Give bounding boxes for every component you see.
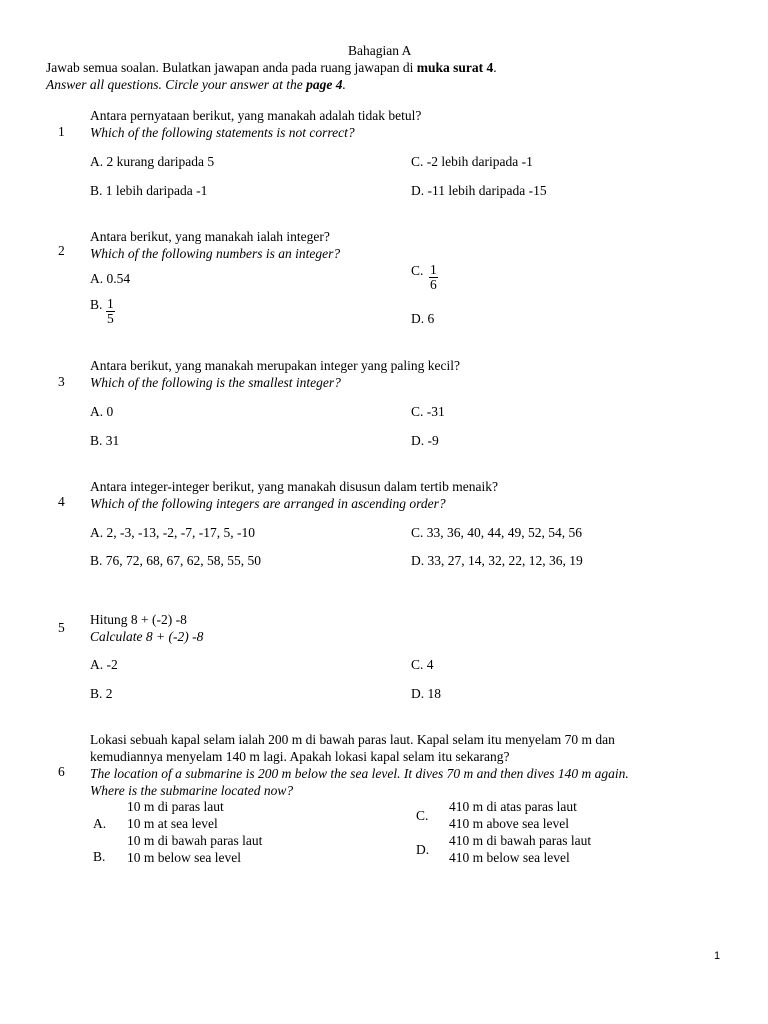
fraction-denominator: 5 (107, 311, 114, 327)
option-c-text-ms[interactable]: 410 m di atas paras laut (449, 799, 577, 814)
option-a[interactable]: A. 0.54 (90, 271, 131, 286)
option-a[interactable]: A. -2 (90, 657, 118, 672)
question-text-en: Which of the following statements is not correct? (90, 125, 355, 140)
option-b-text-en[interactable]: 10 m below sea level (127, 850, 241, 865)
option-c[interactable]: C. 4 (411, 657, 434, 672)
fraction-numerator: 1 (107, 296, 114, 311)
question-number: 3 (58, 374, 65, 389)
page-number: 1 (714, 950, 721, 962)
option-b[interactable]: B. 1 lebih daripada -1 (90, 183, 208, 198)
question-text-ms: Antara pernyataan berikut, yang manakah adalah tidak betul? (90, 108, 422, 123)
option-d[interactable]: D. -9 (411, 433, 439, 448)
instructions-ms: Jawab semua soalan. Bulatkan jawapan anda pada ruang jawapan di muka surat 4. (46, 60, 497, 75)
section-title: Bahagian A (348, 43, 412, 58)
option-c[interactable]: C. -2 lebih daripada -1 (411, 154, 533, 169)
option-a-label[interactable]: A. (93, 816, 107, 831)
option-d[interactable]: D. 6 (411, 311, 435, 326)
option-d[interactable]: D. 18 (411, 686, 441, 701)
option-c-text-en[interactable]: 410 m above sea level (449, 816, 569, 831)
option-d[interactable]: D. 33, 27, 14, 32, 22, 12, 36, 19 (411, 553, 583, 568)
question-text-en: Which of the following numbers is an integer? (90, 246, 341, 261)
option-d-text-en[interactable]: 410 m below sea level (449, 850, 570, 865)
option-c-fraction[interactable] (429, 263, 438, 292)
question-text-ms-line1: Lokasi sebuah kapal selam ialah 200 m di bawah paras laut. Kapal selam itu menyelam 70 m dan (90, 732, 615, 747)
option-c[interactable]: C. 33, 36, 40, 44, 49, 52, 54, 56 (411, 525, 583, 540)
fraction-denominator: 6 (430, 277, 437, 293)
option-b[interactable]: B. 2 (90, 686, 113, 701)
option-b[interactable]: B. 31 (90, 433, 120, 448)
option-a[interactable]: A. 2 kurang daripada 5 (90, 154, 215, 169)
option-d-label[interactable]: D. (416, 842, 430, 857)
option-c[interactable]: C. -31 (411, 404, 445, 419)
question-text-en-line2: Where is the submarine located now? (90, 783, 294, 798)
option-a[interactable]: A. 0 (90, 404, 114, 419)
option-a[interactable]: A. 2, -3, -13, -2, -7, -17, 5, -10 (90, 525, 255, 540)
question-number: 6 (58, 764, 65, 779)
option-c-label[interactable]: C. (411, 263, 424, 278)
question-text-en: Which of the following integers are arranged in ascending order? (90, 496, 446, 511)
question-text-ms: Antara berikut, yang manakah ialah integer? (90, 229, 330, 244)
question-number: 2 (58, 243, 65, 258)
question-number: 5 (58, 620, 65, 635)
option-b-fraction[interactable] (106, 297, 115, 326)
option-c-label[interactable]: C. (416, 808, 429, 823)
question-text-ms: Antara berikut, yang manakah merupakan integer yang paling kecil? (90, 358, 460, 373)
instructions-en: Answer all questions. Circle your answer at the page 4. (46, 77, 346, 92)
option-b-label[interactable]: B. (93, 849, 106, 864)
question-number: 4 (58, 494, 65, 509)
option-d[interactable]: D. -11 lebih daripada -15 (411, 183, 547, 198)
question-text-ms-line2: kemudiannya menyelam 140 m lagi. Apakah lokasi kapal selam itu sekarang? (90, 749, 510, 764)
option-b[interactable]: B. 76, 72, 68, 67, 62, 58, 55, 50 (90, 553, 262, 568)
option-d-text-ms[interactable]: 410 m di bawah paras laut (449, 833, 592, 848)
option-a-text-en[interactable]: 10 m at sea level (127, 816, 218, 831)
option-a-text-ms[interactable]: 10 m di paras laut (127, 799, 224, 814)
question-text-en: Calculate 8 + (-2) -8 (90, 629, 204, 644)
question-text-ms: Antara integer-integer berikut, yang manakah disusun dalam tertib menaik? (90, 479, 498, 494)
question-text-ms: Hitung 8 + (-2) -8 (90, 612, 187, 627)
option-b-label[interactable]: B. (90, 297, 103, 312)
question-text-en: Which of the following is the smallest integer? (90, 375, 341, 390)
fraction-numerator: 1 (430, 262, 437, 277)
option-b-text-ms[interactable]: 10 m di bawah paras laut (127, 833, 263, 848)
question-number: 1 (58, 124, 65, 139)
question-text-en-line1: The location of a submarine is 200 m below the sea level. It dives 70 m and then dives 140 m again. (90, 766, 629, 781)
